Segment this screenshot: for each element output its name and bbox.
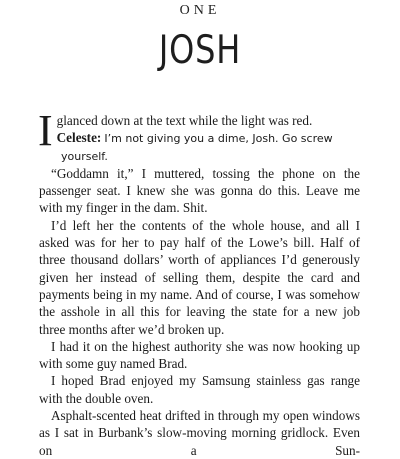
opening-text: glanced down at the text while the light was red. (56, 113, 313, 128)
paragraph: Asphalt-scented heat drifted in through my open windows as I sat in Burbank’s slow-moving morning gridlock. Even on a Sun- (39, 408, 360, 458)
chapter-number: ONE (179, 3, 221, 18)
drop-cap: I (38, 106, 53, 155)
chapter-body (38, 106, 360, 459)
text-message-continuation: yourself. (61, 149, 108, 163)
text-message-content: I’m not giving you a dime, Josh. Go screw (104, 132, 333, 146)
paragraph: I’d left her the contents of the whole house, and all I asked was for her to pay half of the Lowe’s bill. Half of three thousand dollars’ worth of appliances I’d generously given her instead of selling them, despite the card and payments being in my name. And of course, I was somehow the asshole in all this for leaving the state for a new job three months after we’d broken up. (39, 217, 360, 337)
paragraph: I had it on the highest authority she was now hooking up with some guy named Brad. (39, 338, 360, 372)
paragraph: “Goddamn it,” I muttered, tossing the phone on the passenger seat. I knew she was gonna do this. Leave me with my finger in the dam. Shit. (39, 165, 360, 216)
chapter-title: JOSH (158, 28, 242, 73)
text-message (50, 129, 360, 165)
text-sender: Celeste: (56, 130, 102, 146)
paragraph: I hoped Brad enjoyed my Samsung stainless gas range with the double oven. (39, 373, 360, 406)
